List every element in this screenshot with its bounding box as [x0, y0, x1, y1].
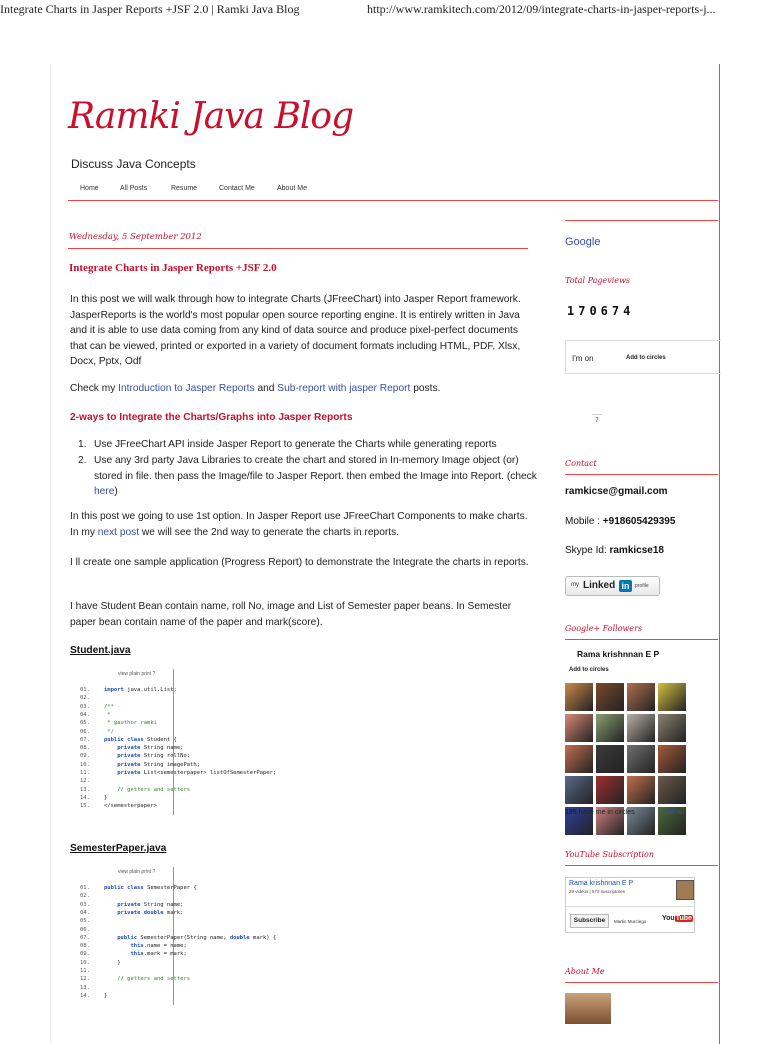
text: profile — [635, 583, 649, 589]
about-heading: About Me — [565, 967, 605, 976]
followers-heading: Google+ Followers — [565, 624, 643, 633]
post-paragraph-4: I ll create one sample application (Progress Report) to demonstrate the Integrate the charts in reports. — [70, 557, 529, 568]
code-line-number: 10. — [80, 761, 90, 768]
pageviews-counter: 170674 — [567, 304, 635, 318]
follower-avatar[interactable] — [658, 683, 686, 711]
code-line: * @author ramki — [104, 720, 157, 727]
text: posts. — [410, 383, 441, 394]
code-line-number: 06. — [80, 926, 90, 933]
post-title[interactable]: Integrate Charts in Jasper Reports +JSF 2.0 — [69, 262, 277, 274]
divider — [68, 248, 528, 249]
file-title-semesterpaper: SemesterPaper.java — [70, 843, 167, 854]
follower-avatar[interactable] — [565, 745, 593, 773]
post-intro: In this post we will walk through how to integrate Charts (JFreeChart) into Jasper Report framework. JasperReports is the world's most popular open source reporting engine. It is entirely written in Java and it is able to use data coming from any kind of data source and produce pixel-perfect documents that can be viewed, printed or exported in a variety of document formats including HTML, PDF, Xlsx, Docx, Pptx, Odf — [70, 294, 521, 367]
follower-avatar[interactable] — [627, 714, 655, 742]
code-line: private String name; — [117, 901, 184, 908]
code-line-number: 10. — [80, 959, 90, 966]
youtube-stats: 29 videos | 573 suscriptores — [569, 889, 625, 894]
post-paragraph-3 — [70, 509, 530, 540]
text: Check my — [70, 383, 119, 394]
file-title-student: Student.java — [70, 645, 131, 656]
sidebar-google-link[interactable]: Google — [565, 236, 601, 248]
list-item — [78, 453, 538, 501]
blog-title[interactable]: Ramki Java Blog — [68, 96, 354, 137]
code-line-number: 08. — [80, 745, 90, 752]
code-block-student — [76, 669, 516, 819]
code-line: public SemesterPaper(String name, double mark) { — [117, 934, 277, 941]
code-line-number: 04. — [80, 711, 90, 718]
code-line-number: 09. — [80, 753, 90, 760]
youtube-logo — [662, 915, 693, 922]
code-line: private String rollNo; — [117, 753, 191, 760]
code-line-number: 11. — [80, 968, 90, 974]
browser-page-title: Integrate Charts in Jasper Reports +JSF 2.0 | Ramki Java Blog — [0, 2, 300, 16]
code-line-number: 02. — [80, 695, 90, 702]
follower-avatar[interactable] — [658, 776, 686, 804]
code-line-number: 07. — [80, 934, 90, 941]
code-line: // getters and setters — [117, 976, 191, 983]
text: my — [571, 582, 579, 588]
divider — [566, 906, 694, 907]
follower-avatar[interactable] — [658, 745, 686, 773]
code-line: private String imagePath; — [117, 761, 201, 768]
code-tools[interactable]: view plain print ? — [118, 671, 156, 677]
youtube-user: Martin Murciego — [614, 919, 647, 924]
linkedin-logo-text: Linked — [583, 580, 616, 591]
link-next-post[interactable]: next post — [97, 526, 140, 538]
code-line-number: 07. — [80, 736, 90, 743]
divider — [565, 474, 718, 475]
text: Use any 3rd party Java Libraries to create the chart and stored in In-memory Image object (or) stored in file. then pass the Image/file to Jasper Report. then embed the Image into Report. (check — [94, 455, 537, 482]
text: In this post we going to use 1st option. In Jasper Report use JFreeChart Components to make charts. In my — [70, 511, 528, 538]
follower-avatar[interactable] — [627, 776, 655, 804]
follower-avatar[interactable] — [658, 714, 686, 742]
code-line-number: 13. — [80, 984, 90, 991]
code-line-number: 12. — [80, 976, 90, 983]
followers-count — [565, 809, 635, 816]
link-here[interactable]: here — [94, 486, 115, 497]
skype-id: ramkicse18 — [609, 545, 664, 556]
code-line: public class SemesterPaper { — [104, 885, 197, 891]
youtube-widget — [565, 877, 695, 933]
mobile-number: +918605429395 — [602, 516, 676, 527]
code-line: this.mark = mark; — [130, 951, 187, 958]
contact-heading: Contact — [565, 459, 597, 468]
text: have me in circles — [576, 809, 635, 816]
list-item — [78, 437, 538, 453]
followers-profile-name[interactable]: Rama krishnnan E P — [577, 649, 660, 659]
youtube-channel-name[interactable]: Rama krishnnan E P — [569, 880, 634, 887]
divider — [565, 865, 718, 866]
list-text — [94, 453, 538, 500]
post-date: Wednesday, 5 September 2012 — [69, 232, 202, 242]
follower-avatar[interactable] — [596, 776, 624, 804]
text: You — [662, 915, 675, 922]
code-line-number: 14. — [80, 992, 90, 999]
contact-email[interactable]: ramkicse@gmail.com — [565, 486, 668, 497]
contact-mobile — [565, 516, 675, 527]
code-line-number: 04. — [80, 909, 90, 916]
follower-avatar[interactable] — [565, 714, 593, 742]
post-check-paragraph — [70, 381, 530, 397]
code-line: * — [104, 711, 111, 718]
followers-view-all[interactable]: View all — [660, 809, 684, 816]
text: Skype Id: — [565, 545, 610, 556]
nav-contact-me[interactable]: Contact Me — [219, 185, 255, 192]
follower-avatar[interactable] — [627, 745, 655, 773]
link-intro-jasper[interactable]: Introduction to Jasper Reports — [118, 383, 255, 394]
text: and — [254, 383, 278, 394]
linkedin-icon: in — [619, 580, 632, 592]
code-line-number: 05. — [80, 918, 90, 925]
follower-avatar[interactable] — [596, 745, 624, 773]
nav-bar — [68, 180, 718, 201]
youtube-heading: YouTube Subscription — [565, 850, 655, 859]
code-line-number: 05. — [80, 720, 90, 727]
code-line: public class Student { — [104, 736, 177, 743]
list-text: Use JFreeChart API inside Jasper Report to generate the Charts while generating reports — [94, 439, 497, 450]
youtube-subscribe-button[interactable]: Subscribe — [570, 914, 609, 928]
code-line: } — [104, 794, 108, 801]
code-line-number: 03. — [80, 703, 90, 710]
about-photo[interactable] — [565, 993, 611, 1024]
follower-avatar[interactable] — [627, 683, 655, 711]
followers-add-circles[interactable]: Add to circles — [569, 667, 609, 673]
code-line-number: 01. — [80, 885, 90, 891]
text: ) — [114, 486, 118, 497]
code-line: private double mark; — [117, 909, 184, 916]
code-line-number: 06. — [80, 728, 90, 735]
follower-avatar[interactable] — [565, 776, 593, 804]
text: Mobile : — [565, 516, 603, 527]
follower-avatar[interactable] — [565, 683, 593, 711]
code-line: </semesterpaper> — [104, 803, 157, 810]
youtube-avatar[interactable] — [676, 880, 694, 900]
follower-avatar[interactable] — [596, 683, 624, 711]
code-line-number: 15. — [80, 803, 90, 810]
code-line: /** — [104, 703, 114, 710]
divider — [565, 639, 718, 640]
divider — [565, 982, 718, 983]
follower-avatar[interactable] — [596, 714, 624, 742]
code-line: import java.util.List; — [104, 687, 177, 693]
code-line: } — [104, 959, 121, 966]
code-line-number: 09. — [80, 951, 90, 958]
subheading: 2-ways to Integrate the Charts/Graphs into Jasper Reports — [70, 412, 353, 423]
browser-url[interactable]: http://www.ramkitech.com/2012/09/integrate-charts-in-jasper-reports-j... — [367, 2, 716, 16]
code-line-number: 14. — [80, 794, 90, 801]
code-line-number: 11. — [80, 770, 90, 776]
gplus-add-circles[interactable]: Add to circles — [626, 355, 666, 361]
contact-skype — [565, 545, 664, 556]
count: 195 — [565, 809, 577, 816]
nav-home[interactable]: Home — [80, 185, 99, 192]
divider — [565, 220, 718, 221]
blog-description: Discuss Java Concepts — [71, 157, 196, 171]
code-line-number: 08. — [80, 943, 90, 950]
code-line: // getters and setters — [117, 786, 191, 793]
nav-resume[interactable]: Resume — [171, 185, 198, 192]
code-line-number: 13. — [80, 786, 90, 793]
code-line-number: 02. — [80, 893, 90, 900]
text: Tube — [675, 915, 692, 922]
code-line: } — [104, 992, 108, 999]
code-line: private String name; — [117, 745, 184, 752]
plus-one-count: 7 — [592, 414, 602, 424]
gplus-badge — [565, 340, 721, 374]
code-line-number: 03. — [80, 901, 90, 908]
pageviews-heading: Total Pageviews — [565, 276, 631, 285]
nav-all-posts[interactable]: All Posts — [120, 185, 148, 192]
text: we will see the 2nd way to generate the charts in reports. — [139, 526, 400, 538]
code-block-semesterpaper — [76, 867, 516, 1007]
gplus-im-on: I'm on — [572, 354, 594, 363]
code-line-number: 01. — [80, 687, 90, 693]
linkedin-profile-button[interactable] — [565, 576, 660, 596]
code-line: this.name = name; — [130, 943, 187, 950]
list-number: 2. — [78, 455, 87, 466]
code-line: */ — [104, 728, 114, 735]
code-line-number: 12. — [80, 778, 90, 785]
code-line: private List<semesterpaper> listOfSemesterPaper; — [117, 770, 277, 776]
list-number: 1. — [78, 439, 87, 450]
post-paragraph-5: I have Student Bean contain name, roll No, image and List of Semester paper beans. In Semester paper bean contain name of the paper and mark(score). — [70, 601, 512, 628]
link-subreport[interactable]: Sub-report with jasper Report — [277, 383, 411, 394]
nav-about-me[interactable]: About Me — [277, 185, 307, 192]
code-tools[interactable]: view plain print ? — [118, 869, 156, 875]
